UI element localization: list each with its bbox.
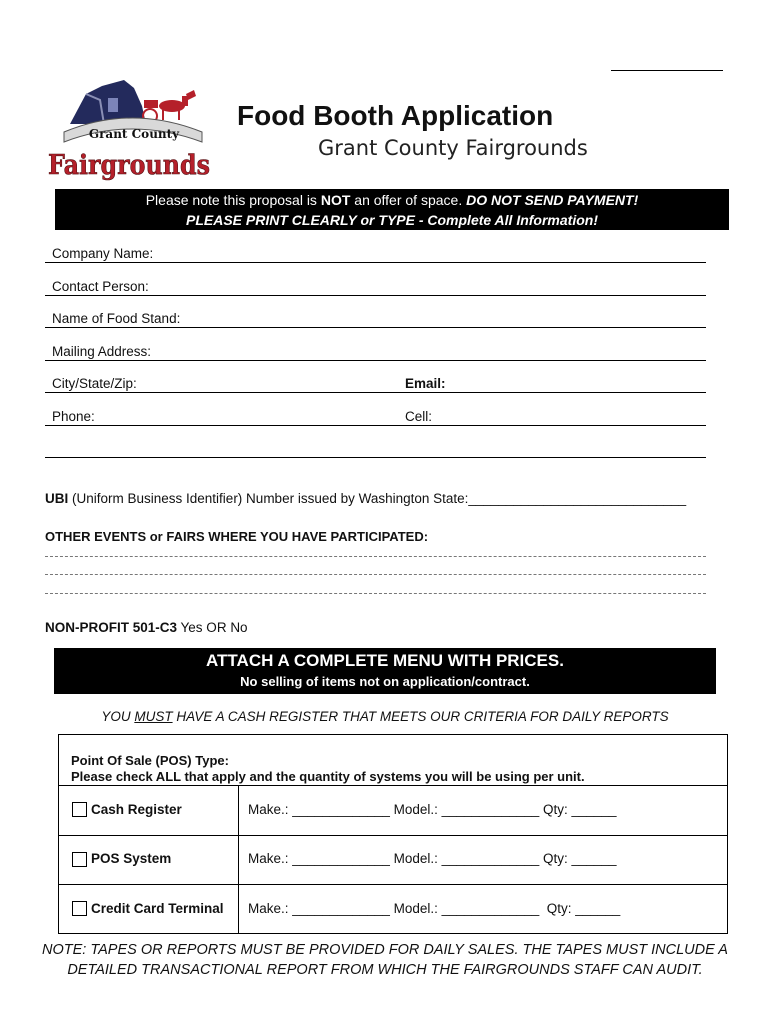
pos-table <box>58 734 728 934</box>
extra-blank-line[interactable] <box>45 457 706 458</box>
food-stand-name-label: Name of Food Stand: <box>52 311 181 326</box>
contact-person-label: Contact Person: <box>52 279 149 294</box>
credit-card-terminal-label: Credit Card Terminal <box>91 901 224 916</box>
credit-card-terminal-checkbox[interactable] <box>72 901 87 916</box>
top-right-blank-line <box>611 70 723 71</box>
footnote-line-1: NOTE: TAPES OR REPORTS MUST BE PROVIDED FOR DAILY SALES. THE TAPES MUST INCLUDE A <box>42 942 728 958</box>
menu-banner <box>54 648 716 694</box>
notice-text-pre: Please note this proposal is <box>145 192 321 208</box>
register-note-must: MUST <box>134 709 173 724</box>
pos-system-label: POS System <box>91 851 172 866</box>
other-events-heading: OTHER EVENTS or FAIRS WHERE YOU HAVE PARTICIPATED: <box>45 529 429 544</box>
cash-register-details[interactable]: Make.: _____________ Model.: _____________ Qty: ______ <box>248 802 617 817</box>
pos-system-details[interactable]: Make.: _____________ Model.: _____________ Qty: ______ <box>248 851 617 866</box>
ubi-line[interactable] <box>45 491 686 506</box>
notice-banner <box>55 189 729 230</box>
pos-divider <box>59 884 727 885</box>
nonprofit-line <box>45 620 248 635</box>
menu-banner-title: ATTACH A COMPLETE MENU WITH PRICES. <box>206 651 564 670</box>
email-field[interactable] <box>392 392 706 393</box>
contact-person-field[interactable] <box>45 295 706 296</box>
pos-divider <box>59 835 727 836</box>
cash-register-label: Cash Register <box>91 802 182 817</box>
ubi-bold: UBI <box>45 491 69 506</box>
page-title: Food Booth Application <box>237 100 554 131</box>
pos-divider <box>59 785 727 786</box>
register-note-post: HAVE A CASH REGISTER THAT MEETS OUR CRITERIA FOR DAILY REPORTS <box>172 709 669 724</box>
company-name-label: Company Name: <box>52 246 154 261</box>
notice-line-2 <box>55 210 729 230</box>
notice-no-payment: DO NOT SEND PAYMENT! <box>466 192 639 208</box>
notice-print-clearly: PLEASE PRINT CLEARLY or TYPE - Complete All Information! <box>186 212 598 228</box>
cell-field[interactable] <box>392 425 706 426</box>
notice-not: NOT <box>320 192 351 208</box>
logo-arc-text: Grant County <box>88 127 180 141</box>
phone-label: Phone: <box>52 409 95 424</box>
notice-line-1 <box>55 190 729 210</box>
page-subtitle: Grant County Fairgrounds <box>318 136 588 160</box>
cash-register-note <box>0 709 770 724</box>
pos-heading-2: Please check ALL that apply and the quantity of systems you will be using per unit. <box>71 769 585 784</box>
phone-field[interactable] <box>45 425 392 426</box>
logo-main-text: Fairgrounds <box>48 150 210 181</box>
city-state-zip-label: City/State/Zip: <box>52 376 137 391</box>
other-events-line-2[interactable] <box>45 574 706 575</box>
pos-column-divider <box>238 785 239 934</box>
credit-card-terminal-details[interactable]: Make.: _____________ Model.: _____________ Qty: ______ <box>248 901 621 916</box>
cash-register-checkbox[interactable] <box>72 802 87 817</box>
menu-banner-subtitle: No selling of items not on application/contract. <box>240 674 530 689</box>
mailing-address-label: Mailing Address: <box>52 344 152 359</box>
food-stand-name-field[interactable] <box>45 327 706 328</box>
company-name-field[interactable] <box>45 262 706 263</box>
pos-system-checkbox[interactable] <box>72 852 87 867</box>
city-state-zip-field[interactable] <box>45 392 392 393</box>
other-events-line-3[interactable] <box>45 593 706 594</box>
register-note-pre: YOU <box>101 709 135 724</box>
tapes-footnote <box>0 940 770 980</box>
cell-label: Cell: <box>405 409 433 424</box>
pos-heading-1: Point Of Sale (POS) Type: <box>71 753 229 768</box>
pos-heading <box>71 753 585 785</box>
nonprofit-yes-no[interactable]: Yes OR No <box>177 620 248 635</box>
footnote-line-2: DETAILED TRANSACTIONAL REPORT FROM WHICH THE FAIRGROUNDS STAFF CAN AUDIT. <box>67 962 703 978</box>
email-label: Email: <box>405 376 446 391</box>
ubi-text: (Uniform Business Identifier) Number issued by Washington State:_____________________________ <box>68 491 687 506</box>
mailing-address-field[interactable] <box>45 360 706 361</box>
other-events-line-1[interactable] <box>45 556 706 557</box>
grant-county-fairgrounds-logo <box>42 76 216 186</box>
notice-text-mid: an offer of space. <box>350 192 467 208</box>
nonprofit-bold: NON-PROFIT 501-C3 <box>45 620 178 635</box>
